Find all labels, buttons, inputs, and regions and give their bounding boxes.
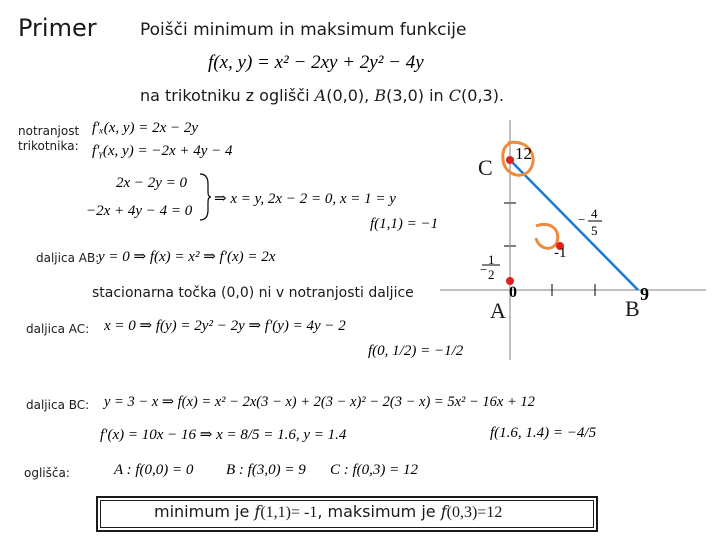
interior-label-line2: trikotnika: bbox=[18, 139, 79, 153]
vertices-label: oglišča: bbox=[24, 466, 70, 480]
conclusion-min-text: minimum je bbox=[154, 502, 255, 521]
diagram-ac-minus: − bbox=[480, 262, 488, 277]
vertex-b-coord: (3,0) in bbox=[386, 86, 449, 105]
conclusion-arg1: (1,1)= -1 bbox=[260, 504, 318, 521]
segment-bc-label: daljica BC: bbox=[26, 398, 90, 412]
diagram-label-c: C bbox=[478, 155, 493, 180]
diagram-value-c: 12 bbox=[515, 144, 532, 163]
vertex-c-letter: C bbox=[448, 86, 462, 105]
diagram-label-a: A bbox=[490, 298, 506, 323]
segment-bc-derivative: f′(x) = 10x − 16 ⇒ x = 8/5 = 1.6, y = 1.4 bbox=[100, 427, 347, 443]
vertex-a-coord: (0,0), bbox=[326, 86, 375, 105]
interior-label-line1: notranjost bbox=[18, 124, 80, 138]
diagram-bc-minus: − bbox=[578, 212, 586, 227]
diagram-value-min: -1 bbox=[554, 245, 567, 261]
triangle-hypotenuse bbox=[510, 160, 638, 290]
vertex-b-value: B : f(3,0) = 9 bbox=[226, 462, 306, 478]
system-solution: ⇒ x = y, 2x − 2 = 0, x = 1 = y bbox=[214, 191, 396, 207]
slide-title: Primer bbox=[18, 14, 97, 42]
diagram-ac-num: 1 bbox=[488, 252, 495, 267]
conclusion-f2: f bbox=[440, 502, 447, 521]
vertex-a-value: A : f(0,0) = 0 bbox=[114, 462, 194, 478]
segment-ab-note: stacionarna točka (0,0) ni v notranjosti daljice bbox=[92, 285, 414, 301]
diagram-value-b: 9 bbox=[640, 284, 649, 304]
segment-bc-formula: y = 3 − x ⇒ f(x) = x² − 2x(3 − x) + 2(3 − x)² − 2(3 − x) = 5x² − 16x + 12 bbox=[104, 394, 535, 410]
vertex-c-value: C : f(0,3) = 12 bbox=[330, 462, 419, 478]
partial-derivative-x: f′ₓ(x, y) = 2x − 2y bbox=[92, 120, 199, 136]
diagram-bc-den: 5 bbox=[591, 223, 598, 238]
segment-ac-formula: x = 0 ⇒ f(y) = 2y² − 2y ⇒ f′(y) = 4y − 2 bbox=[104, 318, 346, 334]
point-c bbox=[506, 156, 514, 164]
system-equation-2: −2x + 4y − 4 = 0 bbox=[86, 203, 193, 219]
conclusion-f1: f bbox=[254, 502, 261, 521]
diagram-ac-den: 2 bbox=[488, 267, 495, 282]
conclusion-max-text: , maksimum je bbox=[317, 502, 441, 521]
diagram-label-b: B bbox=[625, 296, 640, 321]
segment-ac-value: f(0, 1/2) = −1/2 bbox=[368, 343, 464, 359]
function-formula: f(x, y) = x² − 2xy + 2y² − 4y bbox=[208, 52, 424, 73]
diagram-bc-num: 4 bbox=[591, 206, 598, 221]
sentence-prefix: na trikotniku z oglišči bbox=[140, 86, 315, 105]
diagram-value-origin: 0 bbox=[509, 284, 517, 301]
segment-bc-value: f(1.6, 1.4) = −4/5 bbox=[490, 425, 597, 441]
segment-ac-label: daljica AC: bbox=[26, 322, 90, 336]
problem-heading: Poišči minimum in maksimum funkcije bbox=[140, 20, 467, 40]
segment-ab-formula: y = 0 ⇒ f(x) = x² ⇒ f′(x) = 2x bbox=[98, 249, 276, 265]
vertex-a-letter: A bbox=[314, 86, 327, 105]
vertex-b-letter: B bbox=[374, 86, 387, 105]
conclusion-arg2: (0,3)=12 bbox=[446, 504, 503, 521]
interior-value: f(1,1) = −1 bbox=[370, 216, 439, 232]
segment-ab-label: daljica AB: bbox=[36, 251, 100, 265]
partial-derivative-y: f′ᵧ(x, y) = −2x + 4y − 4 bbox=[92, 143, 233, 159]
vertex-c-coord: (0,3). bbox=[461, 86, 505, 105]
system-equation-1: 2x − 2y = 0 bbox=[116, 175, 188, 191]
